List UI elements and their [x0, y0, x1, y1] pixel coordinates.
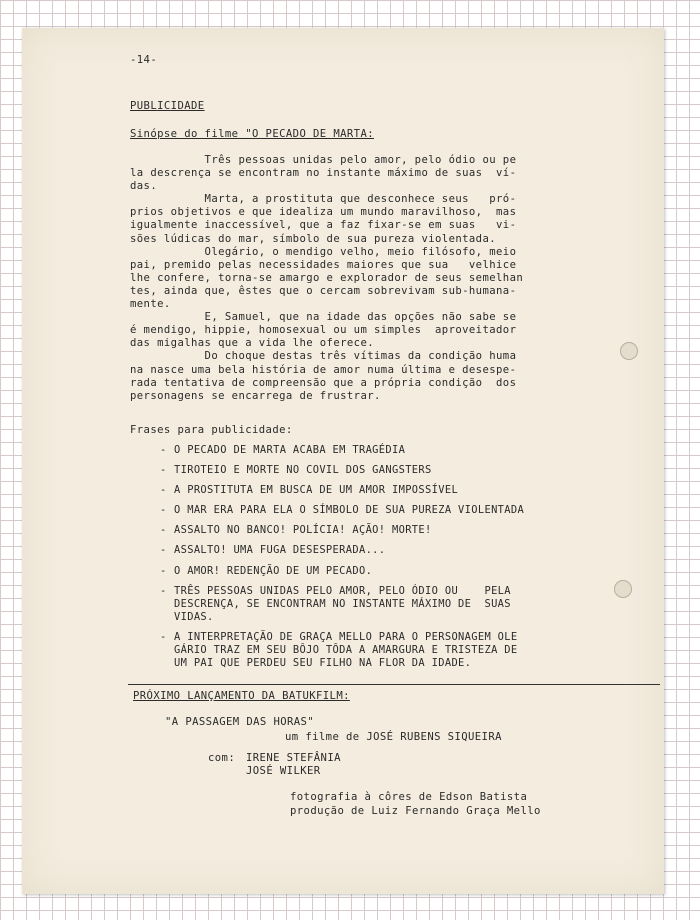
credit-line: produção de Luiz Fernando Graça Mello — [290, 805, 541, 817]
dash-bullet: - — [160, 524, 167, 537]
synopsis-body — [130, 154, 523, 403]
phrase-item — [160, 565, 524, 578]
phrase-item — [160, 444, 524, 457]
dash-bullet: - — [160, 630, 167, 643]
phrase-text: O MAR ERA PARA ELA O SÍMBOLO DE SUA PUREZA VIOLENTADA — [174, 504, 525, 517]
synopsis-line: prios objetivos e que idealiza um mundo maravilhoso, mas — [130, 206, 517, 219]
phrase-item — [160, 585, 524, 624]
synopsis-line: lhe confere, torna-se amargo e explorador de seus semelhan — [130, 271, 524, 284]
dash-bullet: - — [160, 464, 167, 477]
synopsis-line: Marta, a prostituta que desconhece seus pró- — [130, 193, 517, 206]
synopsis-line: igualmente inaccessível, que a faz fixar-se em suas vi- — [130, 219, 517, 232]
phrase-text: A INTERPRETAÇÃO DE GRAÇA MELLO PARA O PERSONAGEM OLE GÁRIO TRAZ EM SEU BÔJO TÔDA A AMARGURA E TRISTEZA DE UM PAI QUE PERDEU SEU FILHO NA FLOR DA IDADE. — [174, 630, 518, 670]
punch-hole-bottom — [614, 580, 632, 598]
synopsis-line: das migalhas que a vida lhe oferece. — [130, 337, 375, 350]
next-release-title: PRÓXIMO LANÇAMENTO DA BATUKFILM: — [133, 690, 350, 702]
phrases-title: Frases para publicidade: — [130, 424, 293, 436]
synopsis-line: Do choque destas três vítimas da condição huma — [130, 350, 517, 363]
phrase-text: ASSALTO NO BANCO! POLÍCIA! AÇÃO! MORTE! — [174, 524, 432, 537]
next-film-title: "A PASSAGEM DAS HORAS" — [165, 716, 315, 728]
synopsis-line: na nasce uma bela história de amor numa última e desespe- — [130, 363, 517, 376]
phrase-text: ASSALTO! UMA FUGA DESESPERADA... — [174, 544, 386, 557]
phrase-item — [160, 484, 524, 497]
cast-label: com: — [208, 752, 236, 764]
phrase-text: O PECADO DE MARTA ACABA EM TRAGÉDIA — [174, 444, 406, 456]
dash-bullet: - — [160, 564, 167, 577]
section-divider — [128, 684, 660, 685]
phrase-list — [160, 444, 524, 670]
section-title: PUBLICIDADE — [130, 100, 205, 112]
phrase-item — [160, 524, 524, 537]
phrase-text: TIROTEIO E MORTE NO COVIL DOS GANGSTERS — [174, 464, 432, 477]
phrase-item — [160, 631, 524, 670]
credit-line: fotografia à côres de Edson Batista — [290, 791, 528, 803]
dash-bullet: - — [160, 484, 167, 497]
dash-bullet: - — [160, 544, 167, 557]
synopsis-line: Três pessoas unidas pelo amor, pelo ódio ou pe — [130, 154, 517, 166]
synopsis-line: Olegário, o mendigo velho, meio filósofo, meio — [130, 245, 517, 258]
synopsis-line: pai, premido pelas necessidades maiores que sua velhice — [130, 258, 517, 271]
punch-hole-top — [620, 342, 638, 360]
synopsis-line: personagens se encarrega de frustrar. — [130, 389, 381, 402]
phrase-item — [160, 544, 524, 557]
synopsis-line: tes, ainda que, êstes que o cercam sobrevivam sub-humana- — [130, 284, 517, 297]
synopsis-line: das. — [130, 180, 158, 193]
synopsis-line: la descrença se encontram no instante máximo de suas ví- — [130, 167, 517, 180]
synopsis-line: é mendigo, hippie, homosexual ou um simples aproveitador — [130, 324, 517, 337]
dash-bullet: - — [160, 504, 167, 517]
dash-bullet: - — [160, 584, 167, 597]
phrase-text: O AMOR! REDENÇÃO DE UM PECADO. — [174, 564, 373, 577]
synopsis-line: rada tentativa de compreensão que a própria condição dos — [130, 376, 517, 389]
phrase-item — [160, 504, 524, 517]
synopsis-line: E, Samuel, que na idade das opções não sabe se — [130, 311, 517, 324]
next-film-director: um filme de JOSÉ RUBENS SIQUEIRA — [285, 731, 502, 743]
phrase-text: TRÊS PESSOAS UNIDAS PELO AMOR, PELO ÓDIO OU PELA DESCRENÇA, SE ENCONTRAM NO INSTANTE MÁXIMO DE SUAS VIDAS. — [174, 584, 511, 623]
synopsis-line: mente. — [130, 298, 171, 311]
page-number: -14- — [130, 54, 158, 66]
phrase-text: A PROSTITUTA EM BUSCA DE UM AMOR IMPOSSÍVEL — [174, 484, 459, 497]
cast-member: IRENE STEFÂNIA — [246, 752, 341, 764]
dash-bullet: - — [160, 444, 167, 456]
synopsis-title: Sinópse do filme "O PECADO DE MARTA: — [130, 128, 375, 140]
synopsis-line: sões lúdicas do mar, símbolo de sua pureza violentada. — [130, 232, 497, 245]
cast-member: JOSÉ WILKER — [246, 765, 321, 777]
phrase-item — [160, 464, 524, 477]
